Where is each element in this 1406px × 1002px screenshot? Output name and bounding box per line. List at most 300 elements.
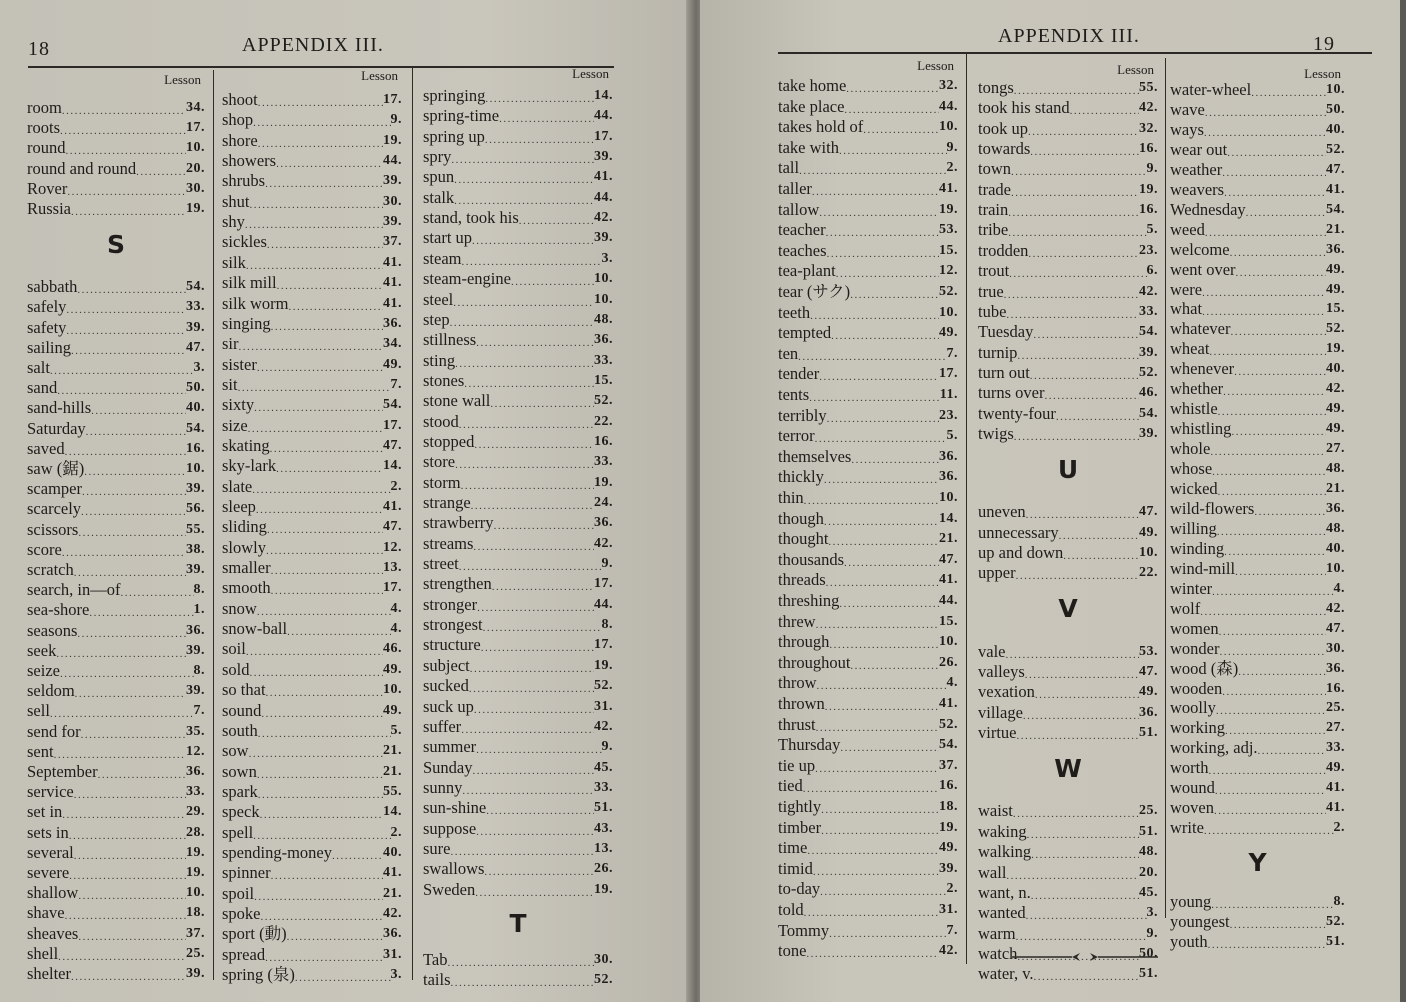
index-entry: [27, 98, 205, 118]
lesson-number: 20.: [1139, 864, 1158, 880]
lesson-number: 29.: [186, 804, 205, 820]
dot-leader: [844, 97, 939, 117]
lesson-number: 4.: [1333, 580, 1345, 596]
entry-word: spring (泉): [222, 965, 295, 985]
entry-word: sailing: [27, 337, 71, 357]
lesson-number: 51.: [1139, 823, 1158, 839]
column-divider: [213, 70, 214, 980]
lesson-number: 16.: [594, 433, 613, 449]
entry-word: suck up: [423, 696, 474, 716]
dot-leader: [1227, 140, 1326, 160]
lesson-number: 39.: [939, 860, 958, 876]
index-entry: [423, 127, 613, 147]
index-entry: [423, 310, 613, 330]
lesson-number: 1.: [193, 602, 205, 618]
dot-leader: [257, 599, 391, 619]
lesson-number: 42.: [1326, 600, 1345, 616]
dot-leader: [451, 147, 594, 167]
lesson-number: 3.: [1146, 905, 1158, 921]
dot-leader: [820, 879, 946, 899]
index-entry: [1170, 439, 1345, 459]
lesson-number: 23.: [939, 407, 958, 423]
lesson-number: 39.: [186, 319, 205, 335]
section-letter-heading: T: [509, 909, 527, 938]
index-entry: [27, 883, 205, 903]
lesson-number: 8.: [1333, 894, 1345, 910]
entry-word: slowly: [222, 537, 267, 557]
index-entry: [778, 220, 958, 240]
index-entry: [978, 302, 1158, 322]
dot-leader: [1214, 798, 1326, 818]
dot-leader: [1027, 822, 1139, 842]
dot-leader: [454, 167, 594, 187]
entry-word: tea-plant: [778, 261, 836, 281]
dot-leader: [472, 228, 594, 248]
index-entry: [978, 662, 1158, 682]
lesson-number: 44.: [383, 153, 402, 169]
index-entry: [978, 883, 1158, 903]
index-entry: [1170, 912, 1345, 932]
lesson-number: 18.: [939, 799, 958, 814]
index-entry: [222, 701, 402, 721]
entry-word: service: [27, 782, 74, 802]
dot-leader: [1209, 339, 1326, 359]
index-entry: [978, 563, 1158, 583]
entry-word: Sunday: [423, 757, 473, 777]
entry-word: twenty-four: [978, 403, 1056, 423]
dot-leader: [1014, 424, 1139, 444]
index-entry: [1170, 240, 1345, 260]
lesson-number: 7.: [390, 376, 402, 392]
entry-word: safety: [27, 317, 67, 337]
dot-leader: [1218, 399, 1326, 419]
index-entry: [423, 513, 613, 533]
lesson-number: 42.: [594, 718, 613, 734]
dot-leader: [836, 261, 939, 281]
dot-leader: [1006, 863, 1139, 883]
index-entry: [423, 554, 613, 574]
dot-leader: [91, 398, 186, 418]
index-entry: [423, 86, 613, 106]
entry-word: strawberry: [423, 513, 494, 533]
lesson-number: 47.: [939, 551, 958, 567]
lesson-number: 54.: [939, 737, 958, 753]
dot-leader: [62, 540, 186, 560]
index-entry: [978, 322, 1158, 342]
entry-word: sport (動): [222, 924, 287, 944]
entry-word: water-wheel: [1170, 80, 1252, 99]
index-entry: [778, 570, 958, 590]
index-entry: [423, 147, 613, 167]
dot-leader: [476, 737, 601, 757]
lesson-number: 9.: [390, 112, 402, 128]
dot-leader: [1025, 662, 1139, 682]
dot-leader: [1208, 932, 1326, 952]
lesson-number: 28.: [186, 824, 205, 840]
entry-word: wall: [978, 862, 1007, 882]
lesson-number: 37.: [939, 757, 958, 773]
dot-leader: [66, 318, 186, 338]
index-entry: [423, 819, 613, 839]
entry-word: soil: [222, 639, 246, 659]
dot-leader: [1212, 579, 1333, 599]
entry-word: singing: [222, 313, 271, 333]
lesson-number: 32.: [939, 78, 958, 93]
lesson-number: 5.: [1146, 222, 1158, 238]
lesson-number: 21.: [383, 743, 402, 759]
dot-leader: [1234, 359, 1326, 379]
entry-word: warm: [978, 923, 1016, 943]
entry-word: took his stand: [978, 98, 1070, 118]
index-entry: [222, 232, 402, 252]
entry-word: Tab: [423, 950, 448, 969]
lesson-number: 42.: [594, 535, 613, 551]
lesson-number: 37.: [186, 925, 205, 941]
dot-leader: [1202, 280, 1326, 300]
entry-word: timid: [778, 858, 813, 878]
entry-word: tear (サク): [778, 282, 851, 301]
lesson-number: 19.: [186, 201, 205, 216]
dot-leader: [863, 117, 939, 137]
lesson-number: 31.: [594, 698, 613, 714]
entry-word: train: [978, 200, 1009, 220]
dot-leader: [1063, 543, 1139, 563]
index-entry: [778, 138, 958, 158]
column-divider: [412, 66, 413, 980]
entry-word: ten: [778, 343, 799, 363]
index-entry: [423, 188, 613, 208]
lesson-number: 36.: [1326, 660, 1345, 676]
index-entry: [1170, 200, 1345, 220]
dot-leader: [1258, 738, 1326, 758]
dot-leader: [486, 798, 594, 818]
entry-word: sea-shore: [27, 600, 90, 620]
lesson-number: 10.: [186, 140, 205, 156]
lesson-number: 27.: [1326, 720, 1345, 736]
index-entry: [27, 560, 205, 580]
index-entry: [978, 723, 1158, 743]
dot-leader: [846, 76, 939, 96]
lesson-number: 10.: [939, 119, 958, 135]
index-entry: [27, 199, 205, 219]
page-number-right: 19: [1313, 33, 1335, 55]
index-entry: [778, 756, 958, 776]
dot-leader: [455, 452, 594, 472]
entry-word: water, v.: [978, 964, 1034, 984]
entry-word: speck: [222, 802, 260, 822]
dot-leader: [78, 520, 186, 540]
dot-leader: [86, 419, 186, 439]
index-entry: [978, 220, 1158, 240]
lesson-number: 5.: [390, 722, 402, 738]
index-entry: [778, 859, 958, 879]
index-entry: [423, 290, 613, 310]
entry-word: sky-lark: [222, 456, 277, 476]
dot-leader: [798, 344, 946, 364]
dot-leader: [1236, 260, 1326, 280]
index-entry: [778, 303, 958, 323]
index-entry: [27, 118, 205, 138]
index-entry: [1170, 659, 1345, 679]
dot-leader: [1246, 200, 1326, 220]
dot-leader: [1222, 679, 1326, 699]
entry-word: to-day: [778, 879, 821, 899]
index-entry: [778, 241, 958, 261]
dot-leader: [494, 513, 594, 533]
dot-leader: [826, 220, 939, 240]
entry-word: wolf: [1170, 598, 1201, 618]
dot-leader: [459, 554, 602, 574]
lesson-number: 45.: [594, 759, 613, 775]
lesson-number: 52.: [1139, 364, 1158, 380]
entry-word: what: [1170, 299, 1203, 319]
lesson-number: 2.: [1333, 820, 1345, 836]
dot-leader: [1031, 842, 1139, 862]
index-entry: [778, 818, 958, 838]
dot-leader: [1209, 758, 1327, 778]
lesson-number: 19.: [383, 132, 402, 148]
dot-leader: [810, 303, 939, 323]
index-entry: [27, 621, 205, 641]
index-entry: [423, 473, 613, 493]
index-entry: [778, 467, 958, 487]
lesson-number: 18.: [186, 905, 205, 921]
entry-word: true: [978, 281, 1004, 301]
index-entry: [978, 924, 1158, 944]
lesson-number: 21.: [383, 763, 402, 779]
entry-word: tie up: [778, 755, 816, 775]
lesson-number: 19.: [186, 844, 205, 860]
page-number-left: 18: [28, 38, 50, 60]
lesson-number: 33.: [594, 779, 613, 795]
lesson-number: 36.: [1139, 704, 1158, 720]
index-entry: [778, 612, 958, 632]
dot-leader: [1030, 139, 1139, 159]
index-entry: [778, 76, 958, 96]
entry-word: shrubs: [222, 171, 266, 191]
dot-leader: [1251, 80, 1326, 100]
entry-word: several: [27, 842, 74, 862]
dot-leader: [60, 118, 186, 138]
index-entry: [1170, 419, 1345, 439]
dot-leader: [54, 742, 186, 762]
index-entry: [423, 391, 613, 411]
entry-word: showers: [222, 151, 277, 171]
lesson-number: 42.: [939, 943, 958, 959]
index-entry: [778, 632, 958, 652]
dot-leader: [824, 467, 939, 487]
lesson-number: 9.: [946, 139, 958, 155]
lesson-number: 53.: [1139, 643, 1158, 659]
index-entry: [222, 741, 402, 761]
entry-word: spry: [423, 147, 452, 167]
entry-word: threw: [778, 611, 816, 631]
dot-leader: [1009, 261, 1146, 281]
entry-word: youngest: [1170, 912, 1230, 932]
index-entry: [423, 676, 613, 696]
entry-word: threads: [778, 570, 826, 590]
index-entry: [778, 550, 958, 570]
lesson-number: 19.: [1139, 181, 1158, 197]
index-entry: [1170, 479, 1345, 499]
lesson-number: 10.: [939, 304, 958, 320]
dot-leader: [827, 241, 939, 261]
lesson-number: 33.: [1139, 303, 1158, 319]
lesson-number: 36.: [939, 469, 958, 485]
lesson-number: 12.: [939, 263, 958, 279]
entry-word: walking: [978, 842, 1032, 862]
lesson-number: 55.: [383, 783, 402, 799]
dot-leader: [62, 98, 186, 118]
dot-leader: [455, 351, 594, 371]
entry-word: room: [27, 98, 62, 117]
entry-word: silk worm: [222, 293, 289, 313]
section-letter-heading: S: [106, 229, 125, 259]
index-entry: [27, 742, 205, 762]
entry-word: shelter: [27, 964, 71, 983]
index-entry: [27, 419, 205, 439]
index-entry: [1170, 379, 1345, 399]
index-entry: [1170, 679, 1345, 699]
index-entry: [1170, 559, 1345, 579]
index-entry: [27, 802, 205, 822]
index-entry: [1170, 220, 1345, 240]
index-entry: [978, 842, 1158, 862]
entry-word: write: [1170, 818, 1204, 838]
running-head-left: APPENDIX III.: [242, 34, 384, 56]
index-entry: [423, 249, 613, 269]
lesson-number: 49.: [1139, 524, 1158, 540]
entry-word: thousands: [778, 549, 844, 569]
index-entry: [27, 398, 205, 418]
entry-word: weed: [1170, 219, 1205, 239]
index-entry: [1170, 100, 1345, 120]
entry-word: tied: [778, 776, 803, 796]
lesson-number: 22.: [1139, 565, 1158, 581]
index-entry: [778, 653, 958, 673]
entry-word: round: [27, 138, 66, 158]
index-entry: [978, 822, 1158, 842]
index-entry: [778, 323, 958, 343]
entry-word: store: [423, 452, 456, 472]
index-entry: [222, 721, 402, 741]
entry-word: went over: [1170, 259, 1236, 279]
lesson-number: 25.: [1139, 803, 1158, 819]
lesson-number: 33.: [186, 299, 205, 315]
index-entry: [222, 863, 402, 883]
dot-leader: [277, 273, 383, 293]
dot-leader: [826, 570, 939, 590]
index-entry: [423, 970, 613, 990]
lesson-number: 42.: [594, 210, 613, 226]
index-entry: [27, 378, 205, 398]
index-entry: [423, 697, 613, 717]
entry-word: ways: [1170, 119, 1204, 139]
entry-word: village: [978, 702, 1023, 722]
lesson-number: 48.: [1139, 844, 1158, 860]
entry-word: scamper: [27, 479, 82, 499]
dot-leader: [840, 735, 939, 755]
lesson-number: 16.: [186, 440, 205, 456]
index-entry: [222, 945, 402, 965]
lesson-number: 49.: [1326, 760, 1345, 776]
entry-word: trodden: [978, 240, 1029, 260]
entry-word: summer: [423, 737, 477, 757]
entry-word: safely: [27, 297, 67, 317]
entry-word: spinner: [222, 863, 271, 883]
lesson-number: 14.: [939, 510, 958, 526]
index-entry: [778, 941, 958, 961]
lesson-column-header: Lesson: [361, 68, 398, 83]
dot-leader: [1204, 120, 1326, 140]
index-entry: [423, 106, 613, 126]
dot-leader: [850, 282, 939, 302]
index-entry: [778, 529, 958, 549]
entry-word: waist: [978, 801, 1013, 821]
dot-leader: [1017, 723, 1140, 743]
index-entry: [222, 639, 402, 659]
index-entry: [222, 619, 402, 639]
entry-word: stood: [423, 411, 459, 431]
entry-word: timber: [778, 817, 822, 837]
column-divider: [966, 54, 967, 964]
index-entry: [222, 477, 402, 497]
lesson-number: 50.: [1326, 101, 1345, 117]
lesson-number: 19.: [186, 865, 205, 880]
index-entry: [27, 338, 205, 358]
lesson-number: 7.: [946, 922, 958, 938]
entry-word: winding: [1170, 538, 1225, 558]
entry-word: strongest: [423, 615, 483, 635]
dot-leader: [816, 612, 939, 632]
dot-leader: [74, 782, 186, 802]
dot-leader: [1014, 78, 1139, 98]
lesson-number: 41.: [1326, 780, 1345, 796]
entry-word: tender: [778, 364, 820, 384]
entry-word: street: [423, 554, 459, 574]
index-entry: [778, 117, 958, 137]
index-entry: [222, 538, 402, 558]
entry-word: sold: [222, 659, 250, 679]
dot-leader: [829, 632, 939, 652]
dot-leader: [1035, 682, 1139, 702]
entry-word: sand-hills: [27, 398, 92, 418]
index-entry: [1170, 299, 1345, 319]
lesson-number: 41.: [939, 696, 958, 711]
entry-word: thrust: [778, 714, 816, 734]
index-entry: [27, 701, 205, 721]
lesson-column-header: Lesson: [1304, 66, 1341, 81]
entry-word: spring up: [423, 126, 485, 146]
entry-word: told: [778, 900, 804, 919]
index-entry: [1170, 399, 1345, 419]
dot-leader: [828, 529, 939, 549]
dot-leader: [249, 741, 383, 761]
index-entry: [27, 138, 205, 158]
entry-word: thrown: [778, 694, 825, 713]
index-entry: [778, 179, 958, 199]
lesson-number: 41.: [383, 295, 402, 311]
dot-leader: [804, 488, 939, 508]
lesson-number: 30.: [594, 952, 613, 967]
entry-word: wind-mill: [1170, 558, 1236, 578]
lesson-number: 22.: [594, 413, 613, 429]
entry-word: valleys: [978, 662, 1025, 682]
dot-leader: [1026, 502, 1139, 522]
lesson-number: 36.: [186, 622, 205, 638]
lesson-number: 49.: [1326, 261, 1345, 277]
entry-word: wound: [1170, 778, 1215, 798]
